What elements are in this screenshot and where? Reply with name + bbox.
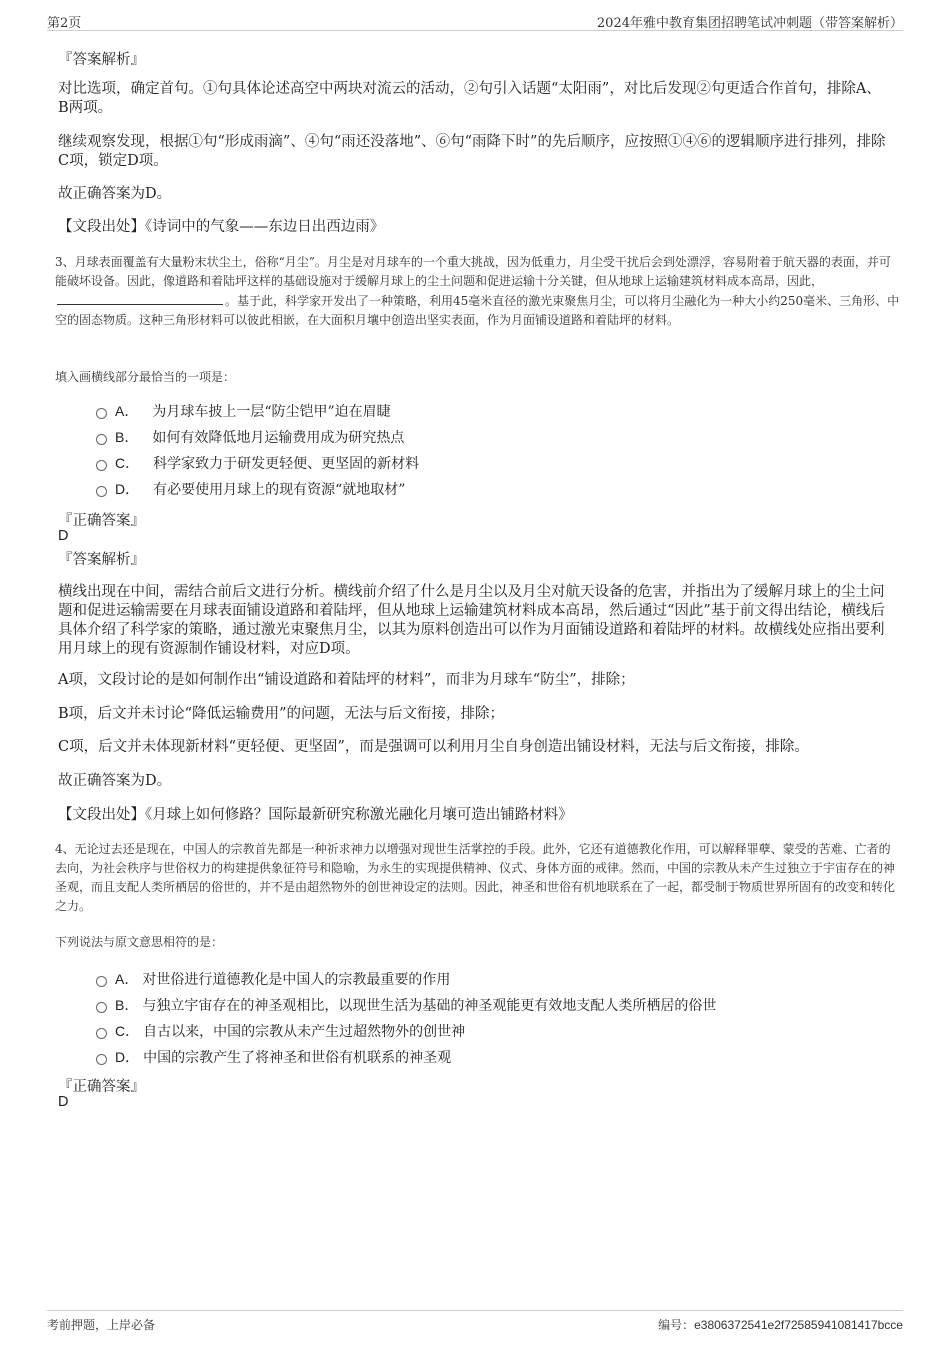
analysis-paragraph: 继续观察发现，根据①句“形成雨滴”、④句“雨还没落地”、⑥句“雨降下时”的先后顺序，应按照①④⑥的逻辑顺序进行排列，排除C项，锁定D项。: [58, 134, 886, 169]
analysis-label: 『答案解析』: [58, 52, 145, 68]
question-4-prompt: 下列说法与原文意思相符的是：: [55, 935, 224, 949]
source-citation: 【文段出处】《诗词中的气象——东边日出西边雨》: [58, 219, 385, 235]
document-id: 编号：e3806372541e2f72585941081417bcce: [658, 1318, 903, 1332]
question-3-text: 3、月球表面覆盖有大量粉末状尘土，俗称“月尘”。月尘是对月球车的一个重大挑战，因为低重力，月尘受干扰后会到处漂浮，容易附着于航天器的表面，并可能破坏设备。因此，像道路和着陆坪这样的基础设施对于缓解月球上的尘土问题和促进运输十分关键，但从地球上运输建筑材料成本高昂，因此，。基于此，科学家开发出了一种策略，利用45毫米直径的激光束聚焦月尘，可以将月尘融化为一种大小约250毫米、三角形、中空的固态物质。这种三角形材料可以彼此相嵌，在大面积月壤中创造出坚实表面，作为月面铺设道路和着陆坪的材料。: [55, 255, 900, 327]
analysis-paragraph: 对比选项，确定首句。①句具体论述高空中两块对流云的活动，②句引入话题“太阳雨”，对比后发现②句更适合作首句，排除A、B两项。: [58, 81, 881, 116]
radio-icon[interactable]: [96, 434, 107, 445]
option-a[interactable]: A． 对世俗进行道德教化是中国人的宗教最重要的作用: [96, 966, 716, 992]
page-header: [47, 8, 903, 31]
fill-blank: [57, 291, 223, 305]
question-3-options: [96, 398, 419, 502]
option-c[interactable]: C． 科学家致力于研发更轻便、更坚固的新材料: [96, 450, 419, 476]
analysis-paragraph: A项，文段讨论的是如何制作出“铺设道路和着陆坪的材料”，而非为月球车“防尘”，排除；: [58, 672, 635, 688]
page-footer: [47, 1310, 903, 1332]
analysis-paragraph: B项，后文并未讨论“降低运输费用”的问题，无法与后文衔接，排除；: [58, 706, 504, 722]
option-b[interactable]: B． 如何有效降低地月运输费用成为研究热点: [96, 424, 419, 450]
analysis-paragraph: C项，后文并未体现新材料“更轻便、更坚固”，而是强调可以利用月尘自身创造出铺设材料，无法与后文衔接，排除。: [58, 739, 809, 755]
analysis-label: 『答案解析』: [58, 552, 145, 568]
document-title: 2024年雅中教育集团招聘笔试冲刺题（带答案解析）: [596, 16, 903, 31]
correct-answer-label: 『正确答案』: [58, 1079, 145, 1095]
radio-icon[interactable]: [96, 1002, 107, 1013]
correct-answer: D: [58, 1094, 69, 1110]
radio-icon[interactable]: [96, 1054, 107, 1065]
source-citation: 【文段出处】《月球上如何修路？国际最新研究称激光融化月壤可造出铺路材料》: [58, 807, 573, 823]
option-a[interactable]: A． 为月球车披上一层“防尘铠甲”迫在眉睫: [96, 398, 419, 424]
radio-icon[interactable]: [96, 486, 107, 497]
radio-icon[interactable]: [96, 460, 107, 471]
analysis-conclusion: 故正确答案为D。: [58, 773, 172, 789]
radio-icon[interactable]: [96, 1028, 107, 1039]
option-d[interactable]: D． 中国的宗教产生了将神圣和世俗有机联系的神圣观: [96, 1044, 716, 1070]
footer-slogan: 考前押题，上岸必备: [47, 1318, 156, 1332]
question-4-options: [96, 966, 716, 1070]
option-d[interactable]: D． 有必要使用月球上的现有资源“就地取材”: [96, 476, 419, 502]
correct-answer-label: 『正确答案』: [58, 513, 145, 529]
radio-icon[interactable]: [96, 408, 107, 419]
option-b[interactable]: B． 与独立宇宙存在的神圣观相比，以现世生活为基础的神圣观能更有效地支配人类所栖居的俗世: [96, 992, 716, 1018]
analysis-paragraph: 横线出现在中间，需结合前后文进行分析。横线前介绍了什么是月尘以及月尘对航天设备的危害，并指出为了缓解月球上的尘土问题和促进运输需要在月球表面铺设道路和着陆坪，但从地球上运输建筑材料成本高昂，然后通过“因此”基于前文得出结论，横线后具体介绍了科学家的策略，通过激光束聚焦月尘，以其为原料创造出可以作为月面铺设道路和着陆坪的材料。故横线处应指出要利用月球上的现有资源制作铺设材料，对应D项。: [58, 584, 885, 657]
option-c[interactable]: C． 自古以来，中国的宗教从未产生过超然物外的创世神: [96, 1018, 716, 1044]
page-number: 第2页: [47, 16, 82, 31]
radio-icon[interactable]: [96, 976, 107, 987]
question-4-text: 4、无论过去还是现在，中国人的宗教首先都是一种祈求神力以增强对现世生活掌控的手段。此外，它还有道德教化作用，可以解释罪孽、蒙受的苦难、亡者的去向，为社会秩序与世俗权力的构建提供象征符号和隐喻，为永生的实现提供精神、仪式、身体方面的戒律。然而，中国的宗教从未产生过独立于宇宙存在的神圣观，而且支配人类所栖居的俗世的，并不是由超然物外的创世神设定的法则。因此，神圣和世俗有机地联系在了一起，都受制于物质世界所固有的改变和转化之力。: [55, 842, 896, 913]
analysis-conclusion: 故正确答案为D。: [58, 186, 172, 202]
correct-answer: D: [58, 528, 69, 544]
question-3-prompt: 填入画横线部分最恰当的一项是：: [55, 370, 236, 384]
